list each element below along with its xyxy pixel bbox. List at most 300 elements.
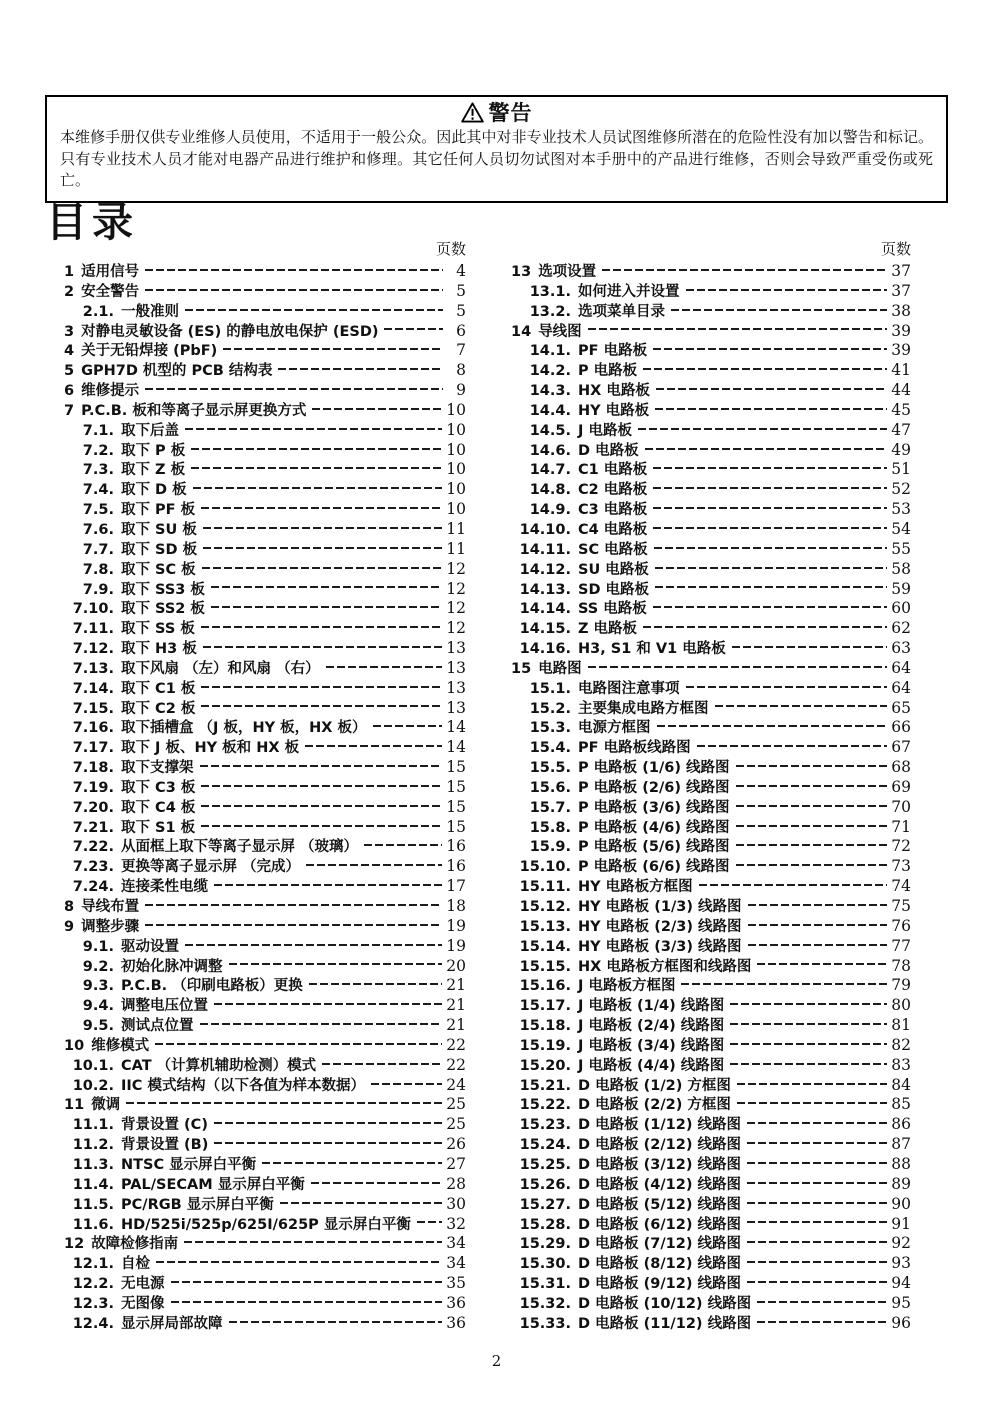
toc-entry-page: 13 — [446, 698, 466, 717]
toc-entry-label: 微调 — [91, 1097, 121, 1114]
toc-entry-label: J 电路板 (2/4) 线路图 — [578, 1018, 725, 1035]
toc-entry-page: 96 — [891, 1313, 911, 1332]
toc-entry-number: 15.11. — [519, 879, 571, 896]
toc-dash-leader — [201, 507, 442, 509]
toc-entry-number: 7.12. — [72, 641, 114, 658]
toc-entry-number: 7.21. — [72, 819, 114, 836]
toc-entry — [511, 857, 911, 877]
toc-entry — [511, 1234, 911, 1254]
toc-entry-label: SS 电路板 — [578, 601, 647, 618]
toc-entry-label: HY 电路板 (3/3) 线路图 — [578, 938, 742, 955]
toc-entry-page: 74 — [891, 877, 911, 896]
toc-entry-label: HY 电路板 (2/3) 线路图 — [578, 918, 742, 935]
toc-entry-number: 4 — [64, 343, 75, 360]
toc-entry-number: 13 — [511, 264, 532, 280]
toc-dash-leader — [417, 1221, 442, 1223]
toc-dash-leader — [655, 408, 887, 410]
toc-entry — [511, 1254, 911, 1274]
toc-entry-number: 14.15. — [519, 621, 571, 638]
toc-entry-page: 35 — [446, 1274, 466, 1293]
toc-entry — [64, 1115, 466, 1135]
toc-dash-leader — [145, 269, 443, 271]
toc-entry — [64, 401, 466, 421]
toc-dash-leader — [229, 963, 443, 965]
toc-entry — [64, 738, 466, 758]
toc-entry-number: 12.3. — [72, 1295, 114, 1312]
toc-dash-leader — [736, 825, 888, 827]
toc-entry-number: 14.2. — [529, 363, 571, 380]
toc-dash-leader — [312, 408, 442, 410]
toc-entry-page: 82 — [891, 1035, 911, 1054]
toc-entry-page: 34 — [446, 1234, 466, 1253]
toc-entry-page: 15 — [446, 817, 466, 836]
toc-dash-leader — [686, 686, 888, 688]
toc-entry-label: C3 电路板 — [578, 502, 648, 519]
toc-entry — [511, 540, 911, 560]
toc-entry-number: 15.22. — [519, 1097, 571, 1114]
toc-entry-page: 84 — [891, 1075, 911, 1094]
toc-entry-label: 维修提示 — [81, 383, 140, 400]
toc-entry-number: 15.12. — [519, 899, 571, 915]
toc-entry-page: 15 — [446, 797, 466, 816]
toc-entry-label: 取下 C3 板 — [121, 779, 196, 796]
toc-dash-leader — [638, 428, 887, 430]
toc-entry-page: 10 — [446, 400, 466, 419]
toc-entry-number: 15.10. — [519, 859, 571, 876]
toc-entry-page: 69 — [891, 777, 911, 796]
toc-entry-page: 32 — [446, 1214, 466, 1233]
toc-entry-page: 92 — [891, 1234, 911, 1253]
toc-entry — [64, 361, 466, 381]
toc-entry-page: 58 — [891, 559, 911, 578]
toc-entry-number: 7.22. — [72, 839, 114, 856]
toc-entry-label: H3, S1 和 V1 电路板 — [578, 641, 726, 658]
toc-dash-leader — [748, 924, 888, 926]
toc-entry-number: 7.10. — [72, 601, 114, 618]
toc-entry-number: 14.12. — [519, 561, 571, 578]
toc-entry-number: 15.17. — [519, 998, 571, 1015]
toc-entry-number: 12.2. — [72, 1276, 114, 1293]
toc-entry — [64, 1076, 466, 1096]
toc-entry-number: 9.1. — [82, 938, 114, 955]
toc-entry — [64, 1274, 466, 1294]
toc-entry-page: 7 — [456, 341, 466, 360]
toc-entry — [64, 500, 466, 520]
toc-entry-number: 15.26. — [519, 1176, 571, 1193]
toc-entry-label: 取下风扇 （左）和风扇 （右） — [121, 660, 320, 677]
toc-entry-page: 9 — [456, 381, 466, 400]
toc-entry-page: 12 — [446, 619, 466, 638]
toc-dash-leader — [191, 448, 442, 450]
toc-entry-label: PAL/SECAM 显示屏白平衡 — [121, 1176, 305, 1193]
toc-entry — [64, 1215, 466, 1235]
toc-dash-leader — [214, 1122, 442, 1124]
toc-dash-leader — [185, 428, 442, 430]
toc-entry-label: 维修模式 — [91, 1037, 150, 1054]
toc-dash-leader — [203, 646, 442, 648]
toc-entry-number: 6 — [64, 383, 75, 400]
toc-entry — [64, 1294, 466, 1314]
toc-dash-leader — [184, 1241, 442, 1243]
toc-dash-leader — [737, 1083, 887, 1085]
toc-entry-label: 取下 Z 板 — [121, 462, 186, 479]
toc-dash-leader — [653, 527, 887, 529]
toc-entry — [64, 1155, 466, 1175]
toc-entry-label: 适用信号 — [81, 264, 140, 280]
toc-entry-label: 驱动设置 — [121, 938, 179, 955]
toc-dash-leader — [145, 904, 442, 906]
toc-entry-label: PC/RGB 显示屏白平衡 — [121, 1196, 274, 1213]
toc-dash-leader — [201, 785, 442, 787]
toc-entry — [511, 699, 911, 719]
toc-entry — [64, 639, 466, 659]
toc-entry-label: 取下 J 板、HY 板和 HX 板 — [121, 740, 300, 757]
toc-dash-leader — [657, 725, 888, 727]
toc-entry — [64, 580, 466, 600]
toc-entry-page: 67 — [891, 738, 911, 757]
toc-entry-page: 87 — [891, 1135, 911, 1154]
toc-entry-number: 9.5. — [82, 1018, 114, 1035]
toc-entry — [64, 282, 466, 302]
toc-entry — [64, 818, 466, 838]
toc-dash-leader — [747, 1142, 887, 1144]
toc-entry-label: D 电路板 (1/12) 线路图 — [578, 1117, 741, 1134]
toc-entry-page: 14 — [446, 738, 466, 757]
toc-entry — [511, 877, 911, 897]
toc-dash-leader — [748, 904, 888, 906]
toc-entry — [511, 401, 911, 421]
toc-entry — [511, 1095, 911, 1115]
toc-entry-label: 测试点位置 — [121, 1018, 194, 1035]
toc-entry-label: D 电路板 (11/12) 线路图 — [578, 1315, 752, 1332]
toc-entry-page: 10 — [446, 440, 466, 459]
toc-dash-leader — [191, 467, 442, 469]
toc-entry — [511, 282, 911, 302]
toc-dash-leader — [654, 547, 888, 549]
toc-entry-label: P 电路板 (5/6) 线路图 — [578, 839, 730, 856]
toc-entry-page: 39 — [891, 341, 911, 360]
toc-entry-label: D 电路板 (8/12) 线路图 — [578, 1256, 741, 1273]
toc-entry-label: P 电路板 (6/6) 线路图 — [578, 859, 730, 876]
toc-entry-page: 45 — [891, 400, 911, 419]
warning-title — [60, 99, 933, 127]
toc-entry — [64, 857, 466, 877]
toc-entry — [511, 460, 911, 480]
toc-entry — [511, 480, 911, 500]
toc-dash-leader — [643, 626, 887, 628]
toc-entry-label: 取下 H3 板 — [121, 641, 197, 658]
toc-dash-leader — [655, 567, 888, 569]
toc-entry-label: D 电路板 (9/12) 线路图 — [578, 1276, 741, 1293]
toc-entry-number: 14.14. — [519, 601, 571, 618]
toc-entry — [511, 897, 911, 917]
toc-entry-number: 14.13. — [519, 581, 571, 598]
toc-dash-leader — [656, 388, 887, 390]
toc-entry-page: 26 — [446, 1135, 466, 1154]
toc-dash-leader — [322, 1063, 442, 1065]
toc-dash-leader — [699, 884, 888, 886]
toc-dash-leader — [747, 1241, 887, 1243]
toc-entry-number: 15.21. — [519, 1077, 571, 1094]
toc-entry-label: 取下 D 板 — [121, 482, 187, 499]
toc-entry-label: J 电路板 — [578, 422, 632, 439]
toc-entry-label: P.C.B. （印刷电路板）更换 — [121, 978, 303, 995]
toc-dash-leader — [645, 448, 888, 450]
toc-entry-page: 93 — [891, 1254, 911, 1273]
toc-entry-number: 15.19. — [519, 1037, 571, 1054]
toc-entry — [511, 441, 911, 461]
toc-entry-page: 85 — [891, 1095, 911, 1114]
toc-entry-number: 15.6. — [529, 779, 571, 796]
toc-entry-number: 8 — [64, 899, 75, 915]
toc-entry — [64, 1095, 466, 1115]
toc-entry-number: 7.7. — [82, 541, 114, 558]
toc-rows-right — [511, 262, 911, 1334]
toc-entry-number: 7.18. — [72, 760, 114, 777]
toc-dash-leader — [185, 309, 443, 311]
toc-entry-number: 14.10. — [519, 521, 571, 538]
toc-dash-leader — [588, 328, 888, 330]
toc-entry-label: 主要集成电路方框图 — [578, 700, 709, 717]
toc-dash-leader — [185, 944, 442, 946]
toc-entry — [64, 778, 466, 798]
toc-dash-leader — [747, 1202, 887, 1204]
toc-entry-number: 12.4. — [72, 1315, 114, 1332]
toc-entry — [511, 1056, 911, 1076]
toc-entry-page: 13 — [446, 658, 466, 677]
toc-dash-leader — [223, 348, 443, 350]
toc-entry — [511, 679, 911, 699]
toc-entry-page: 83 — [891, 1055, 911, 1074]
toc-entry-number: 12.1. — [72, 1256, 114, 1273]
toc-entry-number: 9 — [64, 918, 75, 935]
toc-entry-page: 8 — [456, 361, 466, 380]
toc-dash-leader — [145, 289, 443, 291]
toc-dash-leader — [201, 805, 442, 807]
toc-entry-label: 选项设置 — [538, 264, 597, 280]
toc-entry-label: 一般准则 — [121, 303, 179, 320]
toc-entry-page: 53 — [891, 500, 911, 519]
toc-dash-leader — [736, 844, 888, 846]
toc-entry-page: 16 — [446, 857, 466, 876]
toc-entry — [511, 1135, 911, 1155]
toc-dash-leader — [311, 1182, 443, 1184]
toc-entry-page: 79 — [891, 976, 911, 995]
toc-entry-number: 15.18. — [519, 1018, 571, 1035]
toc-entry — [64, 441, 466, 461]
toc-column-right — [511, 237, 911, 1334]
toc-entry-number: 15.31. — [519, 1276, 571, 1293]
toc-dash-leader — [602, 269, 887, 271]
toc-entry-label: 关于无铅焊接 (PbF) — [81, 343, 218, 360]
toc-entry — [64, 1056, 466, 1076]
toc-entry — [511, 619, 911, 639]
toc-entry-label: SU 电路板 — [578, 561, 649, 578]
toc-entry — [511, 798, 911, 818]
toc-dash-leader — [203, 527, 442, 529]
toc-entry-number: 12 — [64, 1236, 85, 1253]
toc-entry-page: 55 — [891, 539, 911, 558]
toc-entry-label: 取下 SD 板 — [121, 541, 198, 558]
toc-entry — [511, 917, 911, 937]
toc-entry-number: 7.19. — [72, 779, 114, 796]
toc-entry-label: D 电路板 (3/12) 线路图 — [578, 1156, 741, 1173]
toc-dash-leader — [326, 666, 443, 668]
toc-entry-number: 9.3. — [82, 978, 114, 995]
toc-entry-number: 7.13. — [72, 660, 114, 677]
toc-entry-label: P 电路板 (1/6) 线路图 — [578, 760, 730, 777]
toc-page-title: 目录 — [46, 198, 138, 246]
toc-dash-leader — [653, 507, 887, 509]
toc-dash-leader — [747, 1261, 887, 1263]
toc-entry-page: 10 — [446, 420, 466, 439]
toc-entry-label: 取下 SS 板 — [121, 621, 195, 638]
toc-entry-number: 15.32. — [519, 1295, 571, 1312]
toc-entry-page: 76 — [891, 916, 911, 935]
toc-entry-page: 70 — [891, 797, 911, 816]
toc-entry — [64, 262, 466, 282]
toc-entry — [511, 302, 911, 322]
toc-entry — [511, 659, 911, 679]
toc-entry-label: 无图像 — [121, 1295, 165, 1312]
toc-dash-leader — [747, 1281, 887, 1283]
toc-entry — [64, 679, 466, 699]
toc-entry-label: HY 电路板方框图 — [578, 879, 693, 896]
toc-entry-page: 78 — [891, 956, 911, 975]
pages-column-header-left: 页数 — [435, 240, 466, 258]
toc-dash-leader — [730, 1023, 887, 1025]
toc-dash-leader — [171, 1281, 443, 1283]
toc-entry-label: J 电路板 (1/4) 线路图 — [578, 998, 725, 1015]
toc-entry-label: 取下 SU 板 — [121, 521, 197, 538]
toc-dash-leader — [737, 1102, 887, 1104]
toc-entry — [64, 1016, 466, 1036]
toc-dash-leader — [655, 586, 887, 588]
toc-dash-leader — [730, 1063, 887, 1065]
toc-entry-number: 15.30. — [519, 1256, 571, 1273]
toc-entry-page: 22 — [446, 1055, 466, 1074]
toc-entry-page: 36 — [446, 1313, 466, 1332]
toc-entry-label: 如何进入并设置 — [578, 283, 680, 300]
toc-dash-leader — [262, 1162, 442, 1164]
toc-entry-number: 11.6. — [72, 1216, 114, 1233]
toc-entry-page: 64 — [891, 658, 911, 677]
toc-entry-number: 7.4. — [82, 482, 114, 499]
toc-entry-number: 15.16. — [519, 978, 571, 995]
toc-entry-label: HX 电路板方框图和线路图 — [578, 958, 752, 975]
toc-entry — [64, 520, 466, 540]
toc-entry-number: 15.7. — [529, 799, 571, 816]
toc-entry-label: HY 电路板 (1/3) 线路图 — [578, 899, 742, 915]
toc-entry — [511, 520, 911, 540]
toc-entry-number: 7.15. — [72, 700, 114, 717]
toc-rows-left — [64, 262, 466, 1334]
toc-dash-leader — [373, 725, 443, 727]
toc-entry — [64, 341, 466, 361]
toc-entry-page: 37 — [891, 281, 911, 300]
toc-entry-number: 11 — [64, 1097, 85, 1114]
toc-entry-number: 2.1. — [82, 303, 114, 320]
toc-entry — [511, 1195, 911, 1215]
toc-dash-leader — [202, 567, 443, 569]
toc-dash-leader — [156, 1261, 442, 1263]
toc-entry — [64, 659, 466, 679]
toc-entry-label: D 电路板 (4/12) 线路图 — [578, 1176, 741, 1193]
toc-entry — [511, 957, 911, 977]
toc-entry-page: 77 — [891, 936, 911, 955]
toc-entry — [64, 1254, 466, 1274]
toc-entry — [511, 837, 911, 857]
toc-entry-number: 1 — [64, 264, 75, 280]
toc-entry-page: 64 — [891, 678, 911, 697]
toc-entry — [511, 937, 911, 957]
toc-entry — [511, 1215, 911, 1235]
toc-entry-label: NTSC 显示屏白平衡 — [121, 1156, 257, 1173]
warning-title-text: 警告 — [488, 101, 533, 125]
toc-entry-number: 15.4. — [529, 740, 571, 757]
toc-entry-number: 13.1. — [529, 283, 571, 300]
toc-entry — [511, 580, 911, 600]
toc-entry-page: 52 — [891, 480, 911, 499]
toc-entry-page: 14 — [446, 718, 466, 737]
toc-dash-leader — [736, 785, 888, 787]
toc-dash-leader — [748, 944, 888, 946]
toc-entry-number: 14.4. — [529, 402, 571, 419]
toc-entry-page: 28 — [446, 1174, 466, 1193]
toc-dash-leader — [278, 368, 443, 370]
toc-entry-label: P 电路板 (3/6) 线路图 — [578, 799, 730, 816]
toc-entry-page: 25 — [446, 1115, 466, 1134]
toc-entry-label: IIC 模式结构（以下各值为样本数据） — [121, 1077, 365, 1094]
toc-entry — [64, 1175, 466, 1195]
toc-entry-label: 故障检修指南 — [91, 1236, 179, 1253]
toc-entry-number: 7.5. — [82, 502, 114, 519]
toc-entry — [511, 1314, 911, 1334]
toc-dash-leader — [126, 1102, 442, 1104]
toc-dash-leader — [730, 1043, 887, 1045]
toc-entry-number: 15.2. — [529, 700, 571, 717]
toc-entry-number: 7.16. — [72, 720, 114, 737]
toc-entry-number: 7 — [64, 402, 75, 419]
toc-entry — [64, 957, 466, 977]
toc-entry-page: 4 — [456, 262, 466, 280]
toc-dash-leader — [214, 1142, 442, 1144]
toc-entry-page: 18 — [446, 897, 466, 915]
toc-entry-page: 21 — [446, 1016, 466, 1035]
toc-entry-label: 取下 SC 板 — [121, 561, 196, 578]
toc-entry-number: 10 — [64, 1037, 85, 1054]
toc-entry-label: 背景设置 (C) — [121, 1117, 208, 1134]
toc-entry-page: 6 — [456, 321, 466, 340]
toc-entry-page: 19 — [446, 916, 466, 935]
toc-dash-leader — [305, 745, 442, 747]
toc-entry-page: 86 — [891, 1115, 911, 1134]
toc-entry — [511, 758, 911, 778]
toc-dash-leader — [200, 1023, 443, 1025]
toc-dash-leader — [747, 1221, 887, 1223]
toc-entry-label: 背景设置 (B) — [121, 1137, 209, 1154]
toc-entry-number: 15.25. — [519, 1156, 571, 1173]
footer-page-number: 2 — [491, 1352, 502, 1370]
toc-entry — [511, 599, 911, 619]
toc-entry-number: 11.2. — [72, 1137, 114, 1154]
toc-entry-label: 取下 P 板 — [121, 442, 186, 459]
toc-entry — [511, 361, 911, 381]
toc-entry — [511, 1036, 911, 1056]
toc-dash-leader — [145, 388, 443, 390]
toc-entry-page: 39 — [891, 321, 911, 340]
toc-entry-page: 75 — [891, 897, 911, 915]
